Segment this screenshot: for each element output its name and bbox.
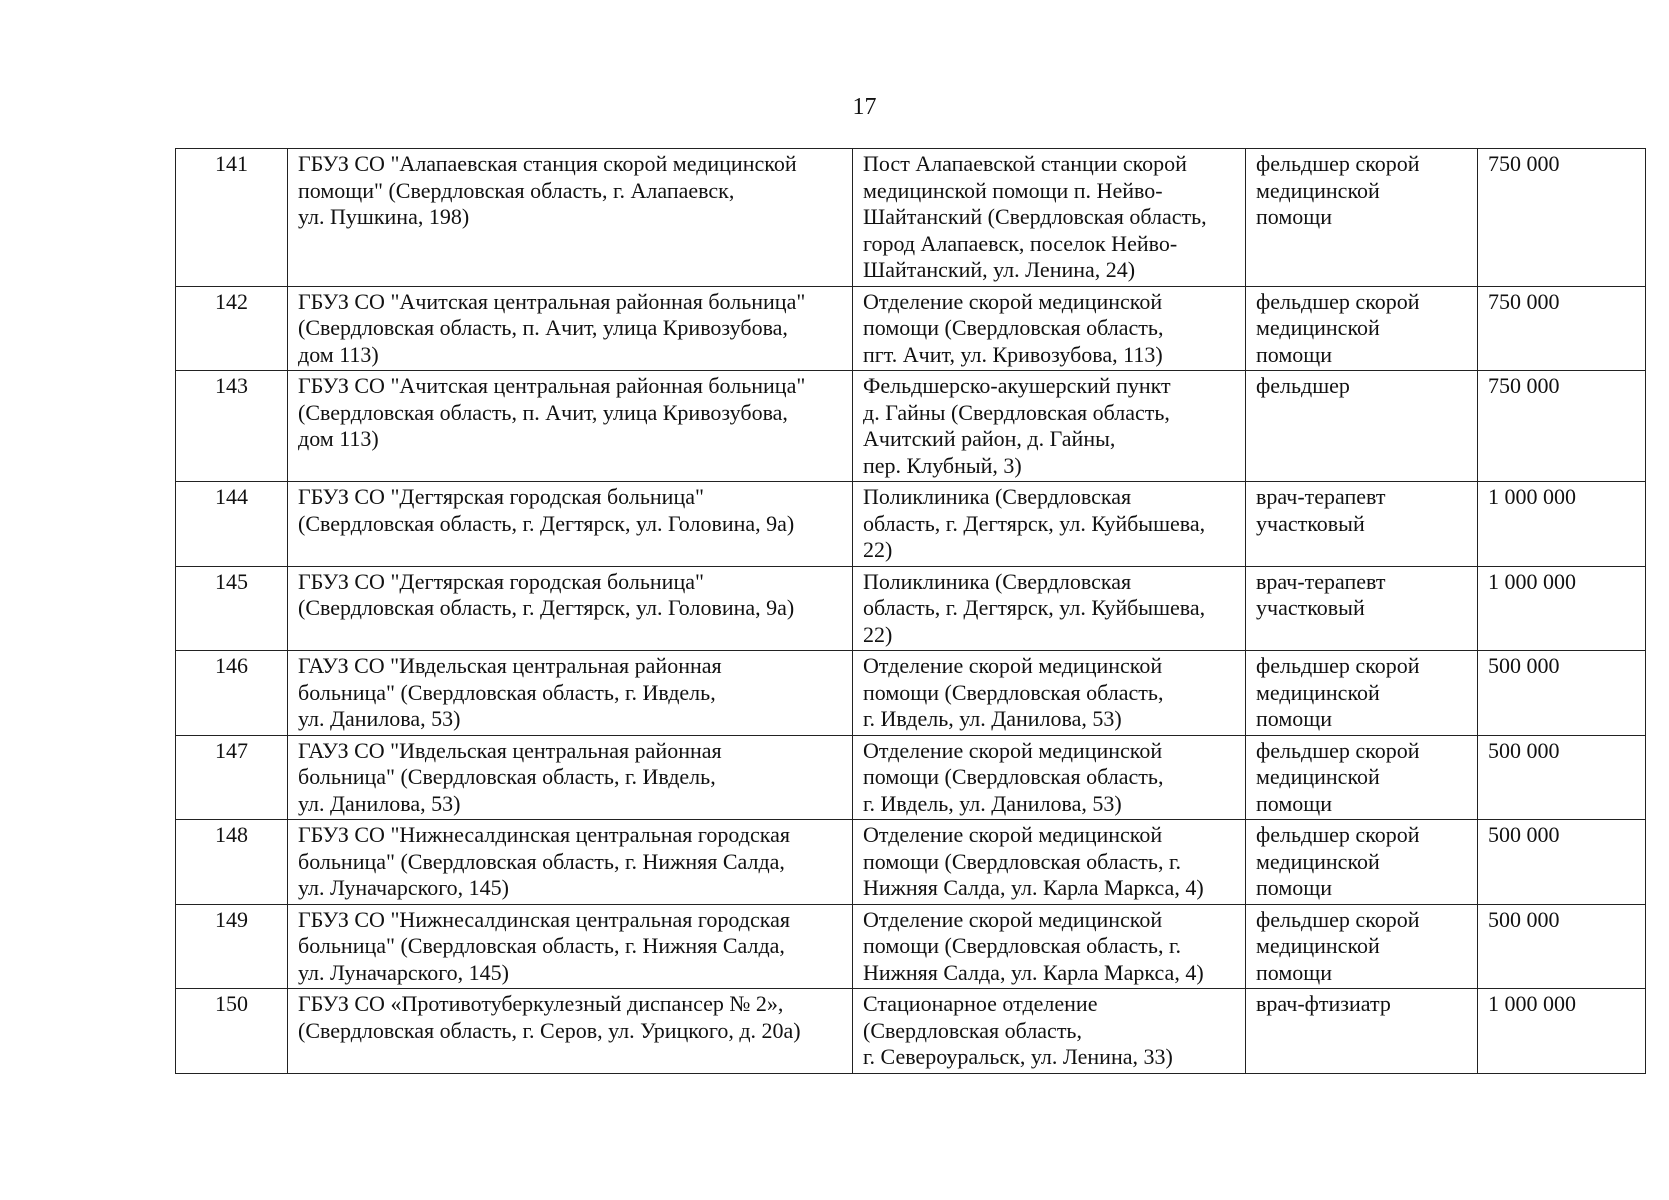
location-cell: Пост Алапаевской станции скорой медицинской помощи п. Нейво- Шайтанский (Свердловская область, город Алапаевск, поселок Нейво- Шайтанский, ул. Ленина, 24) (853, 149, 1246, 287)
amount-cell: 1 000 000 (1478, 989, 1646, 1074)
institution-cell: ГБУЗ СО "Дегтярская городская больница" (Свердловская область, г. Дегтярск, ул. Головина, 9а) (288, 482, 853, 567)
position-cell: фельдшер скорой медицинской помощи (1246, 735, 1478, 820)
amount-cell: 500 000 (1478, 651, 1646, 736)
table-row (176, 371, 1646, 482)
table-row (176, 566, 1646, 651)
vacancy-table (175, 148, 1646, 1074)
location-cell: Отделение скорой медицинской помощи (Свердловская область, г. Нижняя Салда, ул. Карла Маркса, 4) (853, 904, 1246, 989)
location-cell: Стационарное отделение (Свердловская область, г. Североуральск, ул. Ленина, 33) (853, 989, 1246, 1074)
amount-cell: 1 000 000 (1478, 482, 1646, 567)
amount-cell: 500 000 (1478, 820, 1646, 905)
institution-cell: ГАУЗ СО "Ивдельская центральная районная больница" (Свердловская область, г. Ивдель, ул. Данилова, 53) (288, 735, 853, 820)
amount-cell: 750 000 (1478, 286, 1646, 371)
table-body (176, 149, 1646, 1074)
location-cell: Поликлиника (Свердловская область, г. Дегтярск, ул. Куйбышева, 22) (853, 482, 1246, 567)
position-cell: фельдшер (1246, 371, 1478, 482)
table-row (176, 904, 1646, 989)
row-number-cell: 143 (176, 371, 288, 482)
location-cell: Отделение скорой медицинской помощи (Свердловская область, г. Ивдель, ул. Данилова, 53) (853, 651, 1246, 736)
location-cell: Отделение скорой медицинской помощи (Свердловская область, г. Нижняя Салда, ул. Карла Маркса, 4) (853, 820, 1246, 905)
amount-cell: 500 000 (1478, 904, 1646, 989)
amount-cell: 1 000 000 (1478, 566, 1646, 651)
institution-cell: ГБУЗ СО "Нижнесалдинская центральная городская больница" (Свердловская область, г. Нижняя Салда, ул. Луначарского, 145) (288, 904, 853, 989)
row-number-cell: 150 (176, 989, 288, 1074)
location-cell: Поликлиника (Свердловская область, г. Дегтярск, ул. Куйбышева, 22) (853, 566, 1246, 651)
institution-cell: ГБУЗ СО «Противотуберкулезный диспансер № 2», (Свердловская область, г. Серов, ул. Урицкого, д. 20а) (288, 989, 853, 1074)
row-number-cell: 149 (176, 904, 288, 989)
location-cell: Отделение скорой медицинской помощи (Свердловская область, пгт. Ачит, ул. Кривозубова, 113) (853, 286, 1246, 371)
amount-cell: 500 000 (1478, 735, 1646, 820)
institution-cell: ГБУЗ СО "Ачитская центральная районная больница" (Свердловская область, п. Ачит, улица Кривозубова, дом 113) (288, 371, 853, 482)
position-cell: фельдшер скорой медицинской помощи (1246, 286, 1478, 371)
table-row (176, 286, 1646, 371)
location-cell: Фельдшерско-акушерский пункт д. Гайны (Свердловская область, Ачитский район, д. Гайны, пер. Клубный, 3) (853, 371, 1246, 482)
row-number-cell: 141 (176, 149, 288, 287)
row-number-cell: 147 (176, 735, 288, 820)
institution-cell: ГБУЗ СО "Ачитская центральная районная больница" (Свердловская область, п. Ачит, улица Кривозубова, дом 113) (288, 286, 853, 371)
institution-cell: ГБУЗ СО "Алапаевская станция скорой медицинской помощи" (Свердловская область, г. Алапаевск, ул. Пушкина, 198) (288, 149, 853, 287)
position-cell: врач-терапевт участковый (1246, 566, 1478, 651)
row-number-cell: 142 (176, 286, 288, 371)
position-cell: фельдшер скорой медицинской помощи (1246, 651, 1478, 736)
institution-cell: ГАУЗ СО "Ивдельская центральная районная больница" (Свердловская область, г. Ивдель, ул. Данилова, 53) (288, 651, 853, 736)
location-cell: Отделение скорой медицинской помощи (Свердловская область, г. Ивдель, ул. Данилова, 53) (853, 735, 1246, 820)
row-number-cell: 145 (176, 566, 288, 651)
table-row (176, 735, 1646, 820)
position-cell: врач-терапевт участковый (1246, 482, 1478, 567)
institution-cell: ГБУЗ СО "Нижнесалдинская центральная городская больница" (Свердловская область, г. Нижняя Салда, ул. Луначарского, 145) (288, 820, 853, 905)
table-row (176, 989, 1646, 1074)
table-row (176, 820, 1646, 905)
row-number-cell: 148 (176, 820, 288, 905)
position-cell: врач-фтизиатр (1246, 989, 1478, 1074)
position-cell: фельдшер скорой медицинской помощи (1246, 904, 1478, 989)
position-cell: фельдшер скорой медицинской помощи (1246, 820, 1478, 905)
amount-cell: 750 000 (1478, 149, 1646, 287)
position-cell: фельдшер скорой медицинской помощи (1246, 149, 1478, 287)
page-number: 17 (852, 94, 877, 120)
row-number-cell: 144 (176, 482, 288, 567)
table-row (176, 482, 1646, 567)
row-number-cell: 146 (176, 651, 288, 736)
table-row (176, 651, 1646, 736)
amount-cell: 750 000 (1478, 371, 1646, 482)
institution-cell: ГБУЗ СО "Дегтярская городская больница" (Свердловская область, г. Дегтярск, ул. Головина, 9а) (288, 566, 853, 651)
table-row (176, 149, 1646, 287)
